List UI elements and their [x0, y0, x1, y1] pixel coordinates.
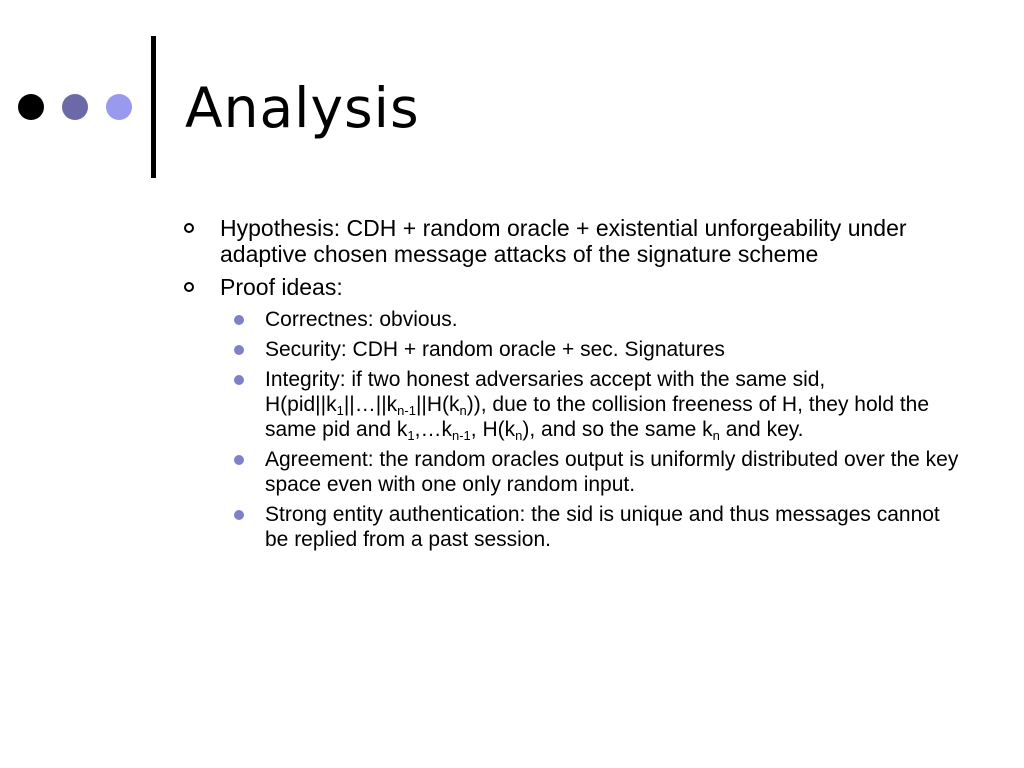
filled-bullet-icon	[234, 455, 244, 465]
sub-bullet-text: Correctnes: obvious.	[265, 308, 458, 331]
slide-content	[184, 215, 964, 557]
sub-bullet-text: Agreement: the random oracles output is uniformly distributed over the key space even with one only random input.	[265, 448, 959, 496]
bullet-text: Hypothesis: CDH + random oracle + existential unforgeability under adaptive chosen message attacks of the signature scheme	[220, 215, 907, 267]
hollow-bullet-icon	[184, 282, 194, 292]
decoration-dot-3	[106, 94, 132, 120]
filled-bullet-icon	[234, 510, 244, 520]
slide-title: Analysis	[185, 76, 420, 140]
sub-bullet-text: Integrity: if two honest adversaries accept with the same sid, $H(pid||k_1||\dots||k_{n-1}||H(k_n))$, due to the collision freeness of H, they hold the same pid and $k_1,\dots k_{n-1}$, $H(k_n)$, and so the same $k_n$ and key.	[265, 368, 930, 443]
filled-bullet-icon	[234, 345, 244, 355]
title-divider-bar	[151, 36, 156, 178]
bullet-text: Proof ideas:	[220, 274, 343, 300]
bullet-hypothesis	[184, 215, 964, 267]
filled-bullet-icon	[234, 375, 244, 385]
sub-bullet-text: Security: CDH + random oracle + sec. Signatures	[265, 338, 725, 361]
decoration-dot-2	[62, 94, 88, 120]
hollow-bullet-icon	[184, 223, 194, 233]
proof-ideas-sublist	[184, 307, 964, 552]
sub-bullet-security	[184, 337, 964, 362]
sub-bullet-correctness	[184, 307, 964, 332]
decoration-dot-1	[18, 94, 44, 120]
filled-bullet-icon	[234, 315, 244, 325]
sub-bullet-agreement	[184, 447, 964, 497]
sub-bullet-integrity	[184, 367, 964, 442]
bullet-proof-ideas	[184, 274, 964, 300]
sub-bullet-text: Strong entity authentication: the sid is unique and thus messages cannot be replied from a past session.	[265, 503, 940, 551]
sub-bullet-entity-authentication	[184, 502, 964, 552]
